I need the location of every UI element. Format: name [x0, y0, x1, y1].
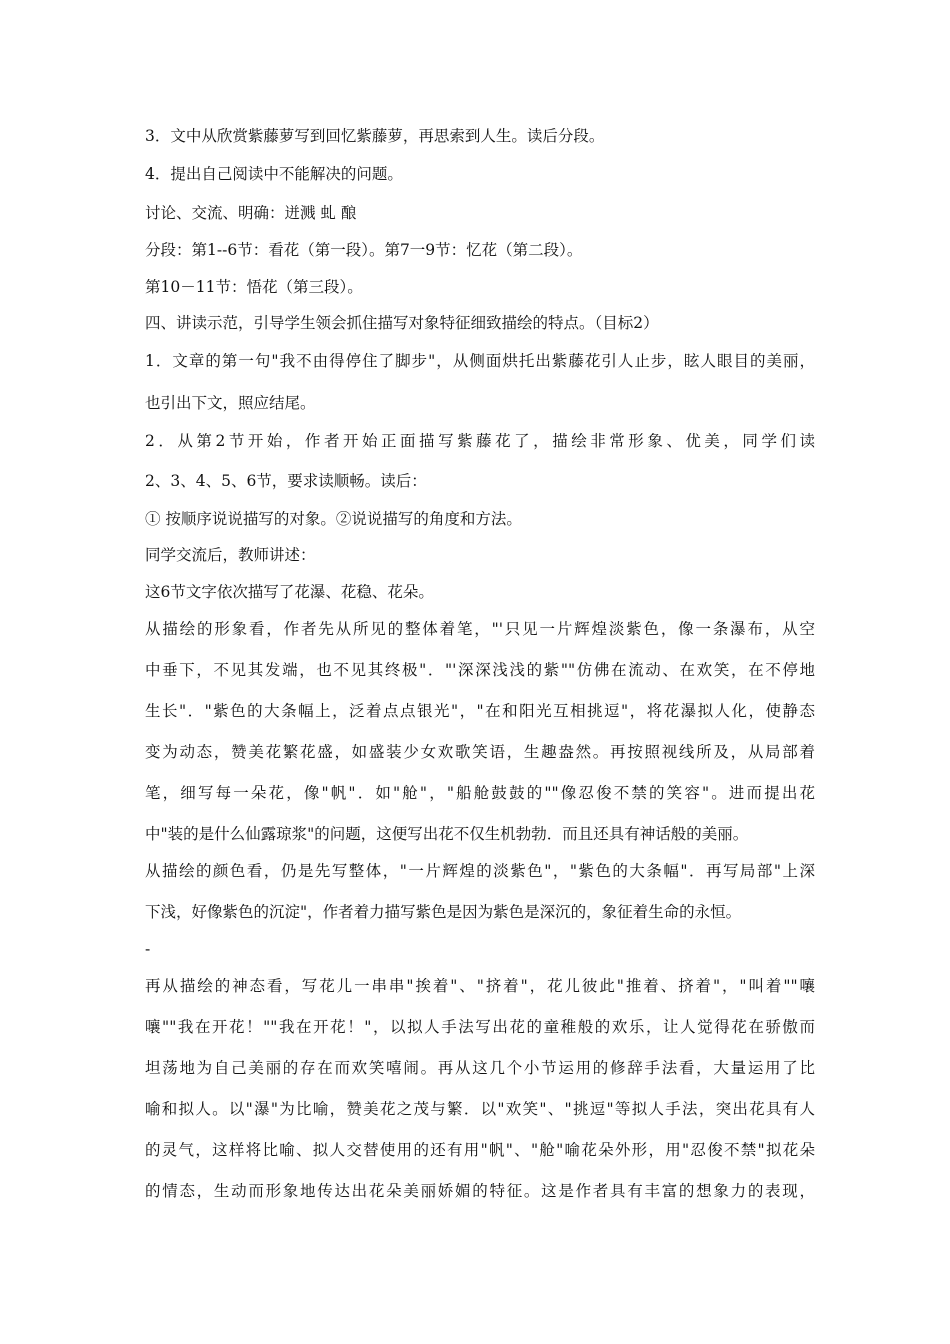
text-line: 分段：第1--6节：看花（第一段）。第7一9节：忆花（第二段）。: [145, 241, 583, 259]
text-line: 再从描绘的神态看，写花儿一串串"挨着"、"挤着"，花儿彼此"推着、挤着"，"叫着""嚷: [145, 977, 815, 995]
text-line: 2、3、4、5、6节，要求读顺畅。读后：: [145, 472, 427, 490]
text-line: 第10－11节：悟花（第三段）。: [145, 278, 363, 296]
text-line: 下浅，好像紫色的沉淀"，作者着力描写紫色是因为紫色是深沉的，象征着生命的永恒。: [145, 903, 742, 921]
text-line: 的灵气，这样将比喻、拟人交替使用的还有用"帆"、"舱"喻花朵外形，用"忍俊不禁"拟花朵: [145, 1141, 815, 1159]
text-line: 四、讲读示范，引导学生领会抓住描写对象特征细致描绘的特点。（目标2）: [145, 314, 659, 332]
text-line: 也引出下文，照应结尾。: [145, 394, 316, 412]
text-line: 变为动态，赞美花繁花盛，如盛装少女欢歌笑语，生趣盎然。再按照视线所及，从局部着: [145, 743, 815, 761]
text-line: 中"装的是什么仙露琼浆"的问题，这便写出花不仅生机勃勃．而且还具有神话般的美丽。: [145, 825, 749, 843]
text-line: -: [145, 940, 151, 958]
text-line: 1．文章的第一句"我不由得停住了脚步"，从侧面烘托出紫藤花引人止步，眩人眼目的美丽，: [145, 352, 815, 370]
text-line: 中垂下，不见其发端，也不见其终极"．"'深深浅浅的紫""仿佛在流动、在欢笑，在不停地: [145, 661, 815, 679]
text-line: 笔，细写每一朵花，像"帆"．如"舱"，"船舱鼓鼓的""像忍俊不禁的笑容"。进而提出花: [145, 784, 815, 802]
text-line: 4．提出自己阅读中不能解决的问题。: [145, 165, 403, 183]
text-line: ① 按顺序说说描写的对象。②说说描写的角度和方法。: [145, 510, 522, 528]
text-line: 同学交流后，教师讲述：: [145, 546, 316, 564]
text-line: 坦荡地为自己美丽的存在而欢笑嘻闹。再从这几个小节运用的修辞手法看，大量运用了比: [145, 1059, 815, 1077]
text-line: 2．从第2节开始，作者开始正面描写紫藤花了，描绘非常形象、优美，同学们读: [145, 432, 815, 450]
text-line: 讨论、交流、明确：迸溅 虬 酿: [145, 204, 357, 222]
text-line: 生长"．"紫色的大条幅上，泛着点点银光"，"在和阳光互相挑逗"，将花瀑拟人化，使静态: [145, 702, 815, 720]
text-line: 3．文中从欣赏紫藤萝写到回忆紫藤萝，再思索到人生。读后分段。: [145, 127, 605, 145]
text-line: 这6节文字依次描写了花瀑、花稳、花朵。: [145, 583, 434, 601]
text-line: 从描绘的形象看，作者先从所见的整体着笔，"'只见一片辉煌淡紫色，像一条瀑布，从空: [145, 620, 815, 638]
text-line: 嚷""我在开花！""我在开花！"，以拟人手法写出花的童稚般的欢乐，让人觉得花在骄傲而: [145, 1018, 815, 1036]
text-line: 的情态，生动而形象地传达出花朵美丽娇媚的特征。这是作者具有丰富的想象力的表现，: [145, 1182, 815, 1200]
text-line: 从描绘的颜色看，仍是先写整体，"一片辉煌的淡紫色"，"紫色的大条幅"．再写局部"上深: [145, 862, 815, 880]
text-line: 喻和拟人。以"瀑"为比喻，赞美花之茂与繁．以"欢笑"、"挑逗"等拟人手法，突出花具有人: [145, 1100, 815, 1118]
